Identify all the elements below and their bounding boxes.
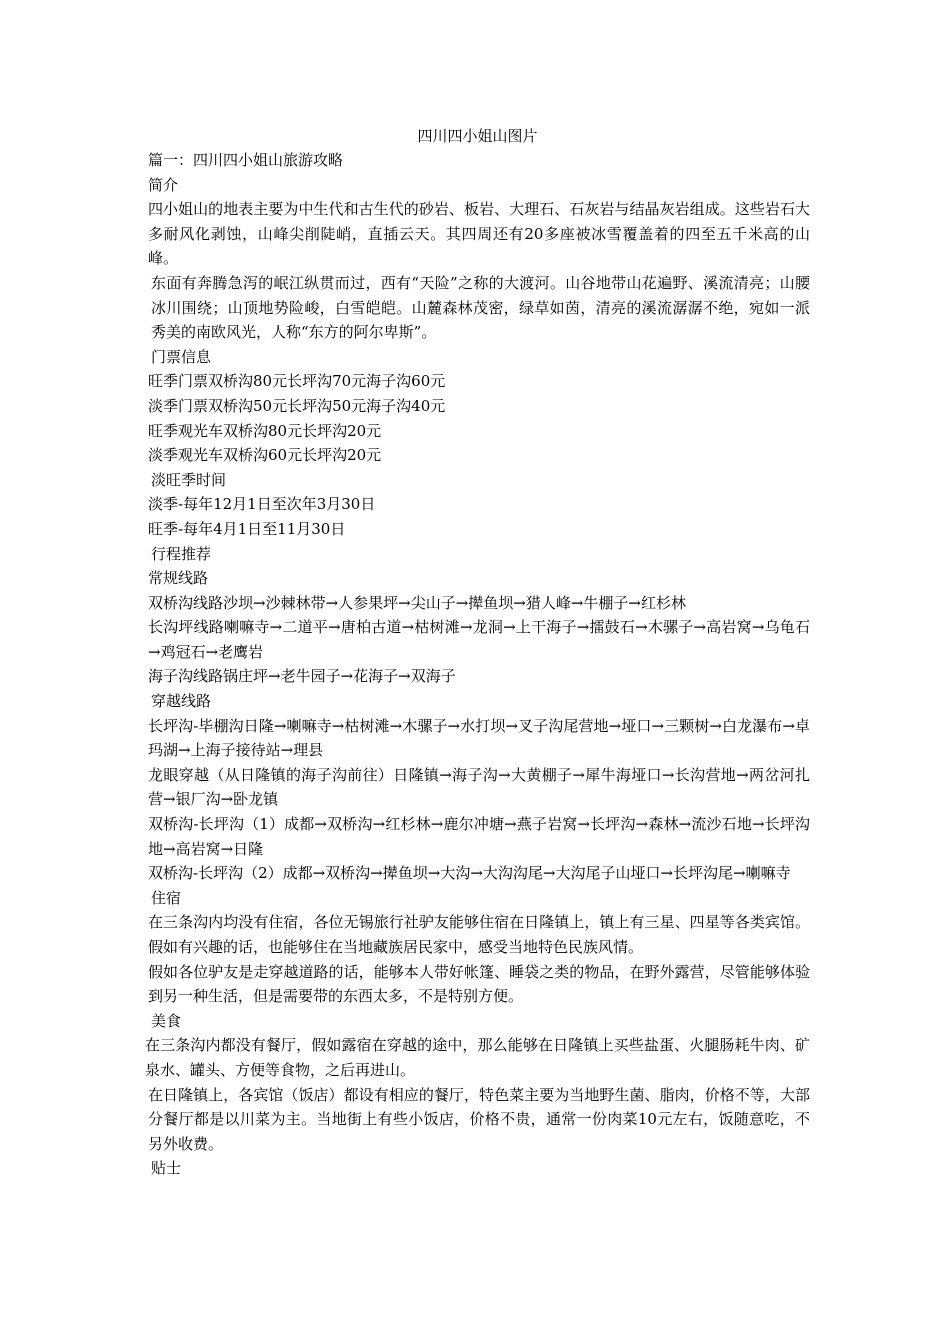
paragraph: 旺季观光车双桥沟80元长坪沟20元: [148, 421, 382, 440]
paragraph: 淡季门票双桥沟50元长坪沟50元海子沟40元: [148, 396, 446, 415]
paragraph: 美食: [151, 1011, 182, 1030]
paragraph: 长坪沟-毕棚沟日隆→喇嘛寺→枯树滩→木骡子→水打坝→叉子沟尾营地→垭口→三颗树→白龙瀑布→卓玛湖→上海子接待站→理县: [148, 716, 810, 760]
paragraph: 行程推荐: [151, 544, 212, 563]
paragraph: 淡季观光车双桥沟60元长坪沟20元: [148, 446, 382, 465]
paragraph: 在日隆镇上，各宾馆（饭店）都设有相应的餐厅，特色菜主要为当地野生菌、脂肉，价格不等，大部分餐厅都是以川菜为主。当地街上有些小饭店，价格不贵，通常一份肉菜10元左右，饭随意吃，不另外收费。: [148, 1085, 810, 1153]
paragraph: 贴士: [151, 1159, 182, 1178]
paragraph: 住宿: [151, 888, 182, 907]
paragraph: 在三条沟内均没有住宿，各位无锡旅行社驴友能够住宿在日隆镇上，镇上有三星、四星等各类宾馆。假如有兴趣的话，也能够住在当地藏族居民家中，感受当地特色民族风情。: [148, 913, 810, 956]
page-title: 四川四小姐山图片: [417, 127, 538, 145]
document-page: [145, 124, 810, 1181]
paragraph: 双桥沟-长坪沟（2）成都→双桥沟→撵鱼坝→大沟→大沟沟尾→大沟尾子山垭口→长坪沟尾→喇嘛寺: [148, 864, 791, 883]
paragraph: 篇一：四川四小姐山旅游攻略: [148, 151, 344, 169]
paragraph: 长沟坪线路喇嘛寺→二道平→唐柏古道→枯树滩→龙洞→上干海子→擂鼓石→木骡子→高岩窝→乌龟石→鸡冠石→老鹰岩: [148, 618, 810, 661]
paragraph: 旺季-每年4月1日至11月30日: [148, 519, 346, 538]
paragraph: 假如各位驴友是走穿越道路的话，能够本人带好帐篷、睡袋之类的物品，在野外露营，尽管能够体验到另一种生活，但是需要带的东西太多，不是特别方便。: [148, 962, 810, 1006]
paragraph: 龙眼穿越（从日隆镇的海子沟前往）日隆镇→海子沟→大黄棚子→犀牛海垭口→长沟营地→两岔河扎营→银厂沟→卧龙镇: [148, 765, 810, 809]
paragraph: 简介: [148, 175, 179, 194]
paragraph: 旺季门票双桥沟80元长坪沟70元海子沟60元: [148, 372, 446, 391]
document-body: [145, 148, 810, 1181]
paragraph: 四小姐山的地表主要为中生代和古生代的砂岩、板岩、大理石、石灰岩与结晶灰岩组成。这些岩石大多耐风化剥蚀，山峰尖削陡峭，直插云天。其四周还有20多座被冰雪覆盖着的四至五千米高的山峰。: [148, 200, 810, 268]
paragraph: 门票信息: [151, 347, 212, 366]
paragraph: 海子沟线路锅庄坪→老牛园子→花海子→双海子: [148, 667, 456, 686]
paragraph: 双桥沟-长坪沟（1）成都→双桥沟→红杉林→鹿尔冲塘→燕子岩窝→长坪沟→森林→流沙石地→长坪沟地→高岩窝→日隆: [148, 815, 810, 858]
paragraph: 淡季-每年12月1日至次年3月30日: [148, 495, 376, 514]
paragraph: 在三条沟内都没有餐厅，假如露宿在穿越的途中，那么能够在日隆镇上买些盐蛋、火腿肠耗牛肉、矿泉水、罐头、方便等食物，之后再进山。: [145, 1036, 810, 1079]
paragraph: 淡旺季时间: [151, 470, 227, 489]
paragraph: 双桥沟线路沙坝→沙棘林带→人参果坪→尖山子→撵鱼坝→猎人峰→牛棚子→红杉林: [148, 593, 686, 612]
paragraph: 东面有奔腾急泻的岷江纵贯而过，西有“天险”之称的大渡河。山谷地带山花遍野、溪流清亮；山腰冰川围绕；山顶地势险峻，白雪皑皑。山麓森林茂密，绿草如茵，清亮的溪流潺潺不绝，宛如一派秀美的南欧风光，人称“东方的阿尔卑斯”。: [151, 273, 810, 342]
paragraph: 穿越线路: [151, 692, 212, 711]
paragraph: 常规线路: [148, 569, 209, 588]
